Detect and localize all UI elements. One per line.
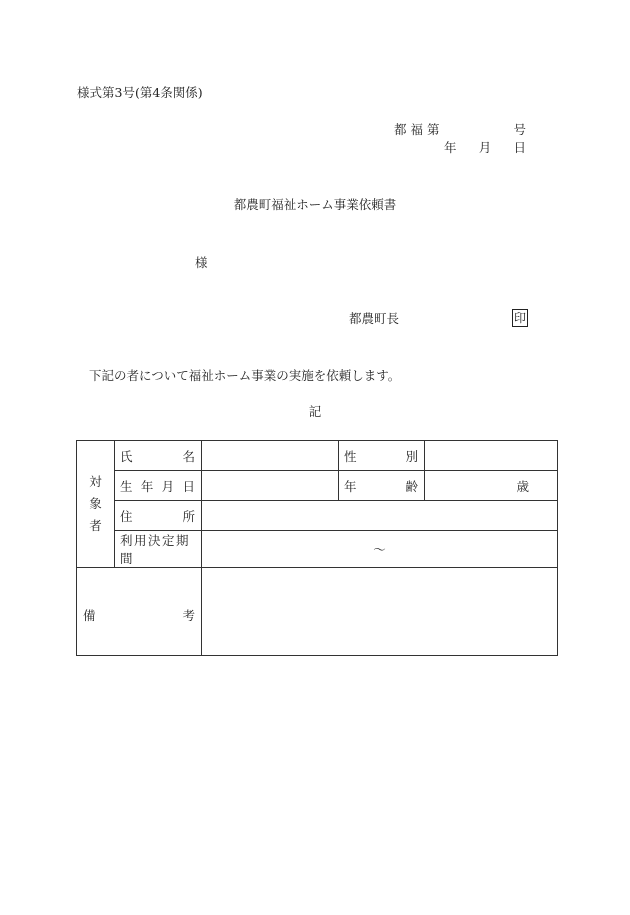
address-label-char-1: 住 — [120, 508, 133, 524]
table-row-address — [77, 501, 558, 531]
reference-number — [394, 124, 526, 137]
name-field[interactable] — [202, 441, 339, 471]
birthdate-label-char-1: 生 — [120, 478, 133, 494]
ref-char-2: 福 — [410, 122, 423, 137]
ref-char-3: 第 — [426, 122, 440, 137]
birthdate-field[interactable] — [202, 471, 339, 501]
detail-table — [76, 440, 558, 656]
age-label-char-1: 年 — [344, 478, 357, 494]
document-title: 都農町福祉ホーム事業依頼書 — [233, 197, 397, 212]
body-text: 下記の者について福祉ホーム事業の実施を依頼します。 — [89, 368, 401, 383]
date-day: 日 — [513, 140, 526, 155]
table-row-period — [77, 531, 558, 568]
address-field[interactable] — [202, 501, 558, 531]
age-field[interactable] — [425, 471, 558, 501]
table-row-remarks — [77, 568, 558, 656]
birthdate-label-char-2: 年 — [140, 478, 154, 494]
table-row-name — [77, 441, 558, 471]
gender-field[interactable] — [425, 441, 558, 471]
age-label — [339, 471, 425, 501]
birthdate-label-char-4: 日 — [182, 478, 195, 494]
age-unit: 歳 — [516, 478, 529, 494]
birthdate-label-char-3: 月 — [161, 478, 175, 494]
remarks-field[interactable] — [202, 568, 558, 656]
form-number-label: 様式第3号(第4条関係) — [77, 85, 203, 100]
period-label-text: 利用決定期間 — [120, 533, 191, 566]
date-month: 月 — [478, 140, 492, 155]
gender-label — [339, 441, 425, 471]
remarks-label — [77, 568, 202, 656]
name-label-char-2: 名 — [182, 448, 195, 464]
remarks-label-char-1: 備 — [83, 608, 96, 623]
subject-group-label — [77, 441, 115, 568]
ref-char-4: 号 — [513, 122, 526, 137]
subject-char-1: 対 — [89, 474, 102, 489]
sender-name: 都農町長 — [349, 311, 400, 326]
ref-char-1: 都 — [394, 122, 407, 137]
address-label-char-2: 所 — [182, 508, 195, 524]
remarks-label-char-2: 考 — [182, 608, 195, 623]
period-separator: ～ — [373, 542, 386, 557]
gender-label-char-2: 別 — [405, 448, 418, 464]
date-year: 年 — [444, 140, 457, 155]
ki-heading: 記 — [308, 404, 322, 419]
age-label-char-2: 齢 — [405, 478, 418, 494]
subject-char-3: 者 — [89, 518, 102, 533]
subject-char-2: 象 — [89, 496, 102, 511]
name-label-char-1: 氏 — [120, 448, 133, 464]
date-line — [444, 142, 526, 155]
gender-label-char-1: 性 — [344, 448, 357, 464]
birthdate-label — [115, 471, 202, 501]
seal-mark: 印 — [513, 311, 526, 325]
period-field[interactable] — [202, 531, 558, 568]
recipient-suffix: 様 — [195, 255, 208, 270]
period-label — [115, 531, 202, 568]
address-label — [115, 501, 202, 531]
name-label — [115, 441, 202, 471]
table-row-birthdate — [77, 471, 558, 501]
